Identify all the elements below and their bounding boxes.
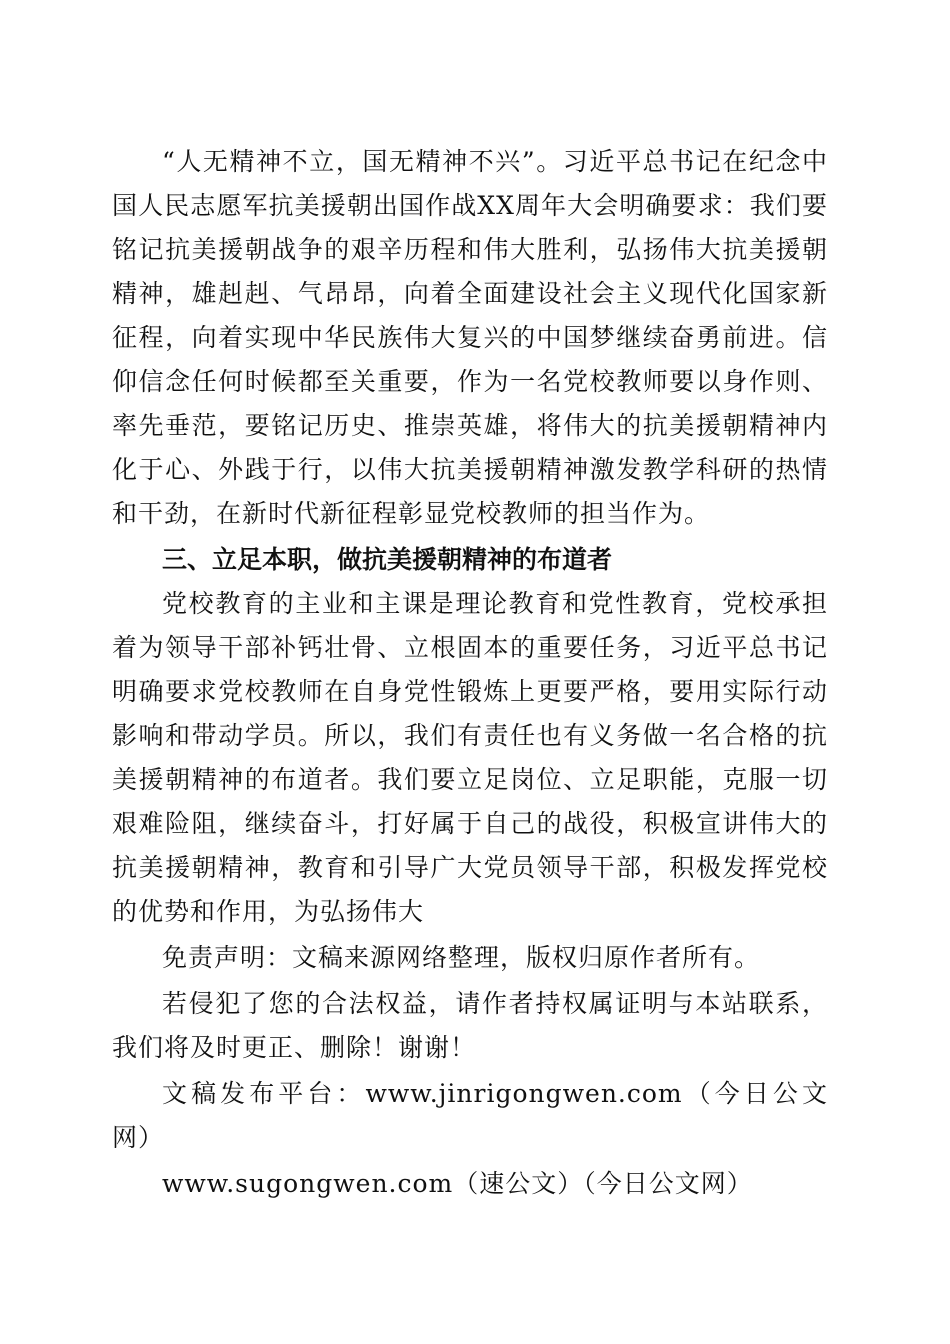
document-body	[112, 140, 828, 1206]
alt-sites-text: www.sugongwen.com（速公文）（今日公文网）	[162, 1169, 753, 1198]
section-heading: 三、立足本职，做抗美援朝精神的布道者	[162, 545, 613, 574]
publish-platform-text: 文稿发布平台：www.jinrigongwen.com（今日公文网）	[112, 1079, 828, 1152]
body-paragraph-2: 党校教育的主业和主课是理论教育和党性教育，党校承担着为领导干部补钙壮骨、立根固本的重要任务，习近平总书记明确要求党校教师在自身党性锻炼上更要严格，要用实际行动影响和带动学员。所以，我们有责任也有义务做一名合格的抗美援朝精神的布道者。我们要立足岗位、立足职能，克服一切艰难险阻，继续奋斗，打好属于自己的战役，积极宣讲伟大的抗美援朝精神，教育和引导广大党员领导干部，积极发挥党校的优势和作用，为弘扬伟大	[112, 589, 828, 926]
disclaimer-text: 免责声明：文稿来源网络整理，版权归原作者所有。	[162, 943, 761, 972]
infringement-notice: 若侵犯了您的合法权益，请作者持权属证明与本站联系，我们将及时更正、删除！谢谢！	[112, 989, 828, 1062]
body-paragraph-1: “人无精神不立，国无精神不兴”。习近平总书记在纪念中国人民志愿军抗美援朝出国作战XX周年大会明确要求：我们要铭记抗美援朝战争的艰辛历程和伟大胜利，弘扬伟大抗美援朝精神，雄赳赳、气昂昂，向着全面建设社会主义现代化国家新征程，向着实现中华民族伟大复兴的中国梦继续奋勇前进。信仰信念任何时候都至关重要，作为一名党校教师要以身作则、率先垂范，要铭记历史、推崇英雄，将伟大的抗美援朝精神内化于心、外践于行，以伟大抗美援朝精神激发教学科研的热情和干劲，在新时代新征程彰显党校教师的担当作为。	[112, 147, 828, 528]
